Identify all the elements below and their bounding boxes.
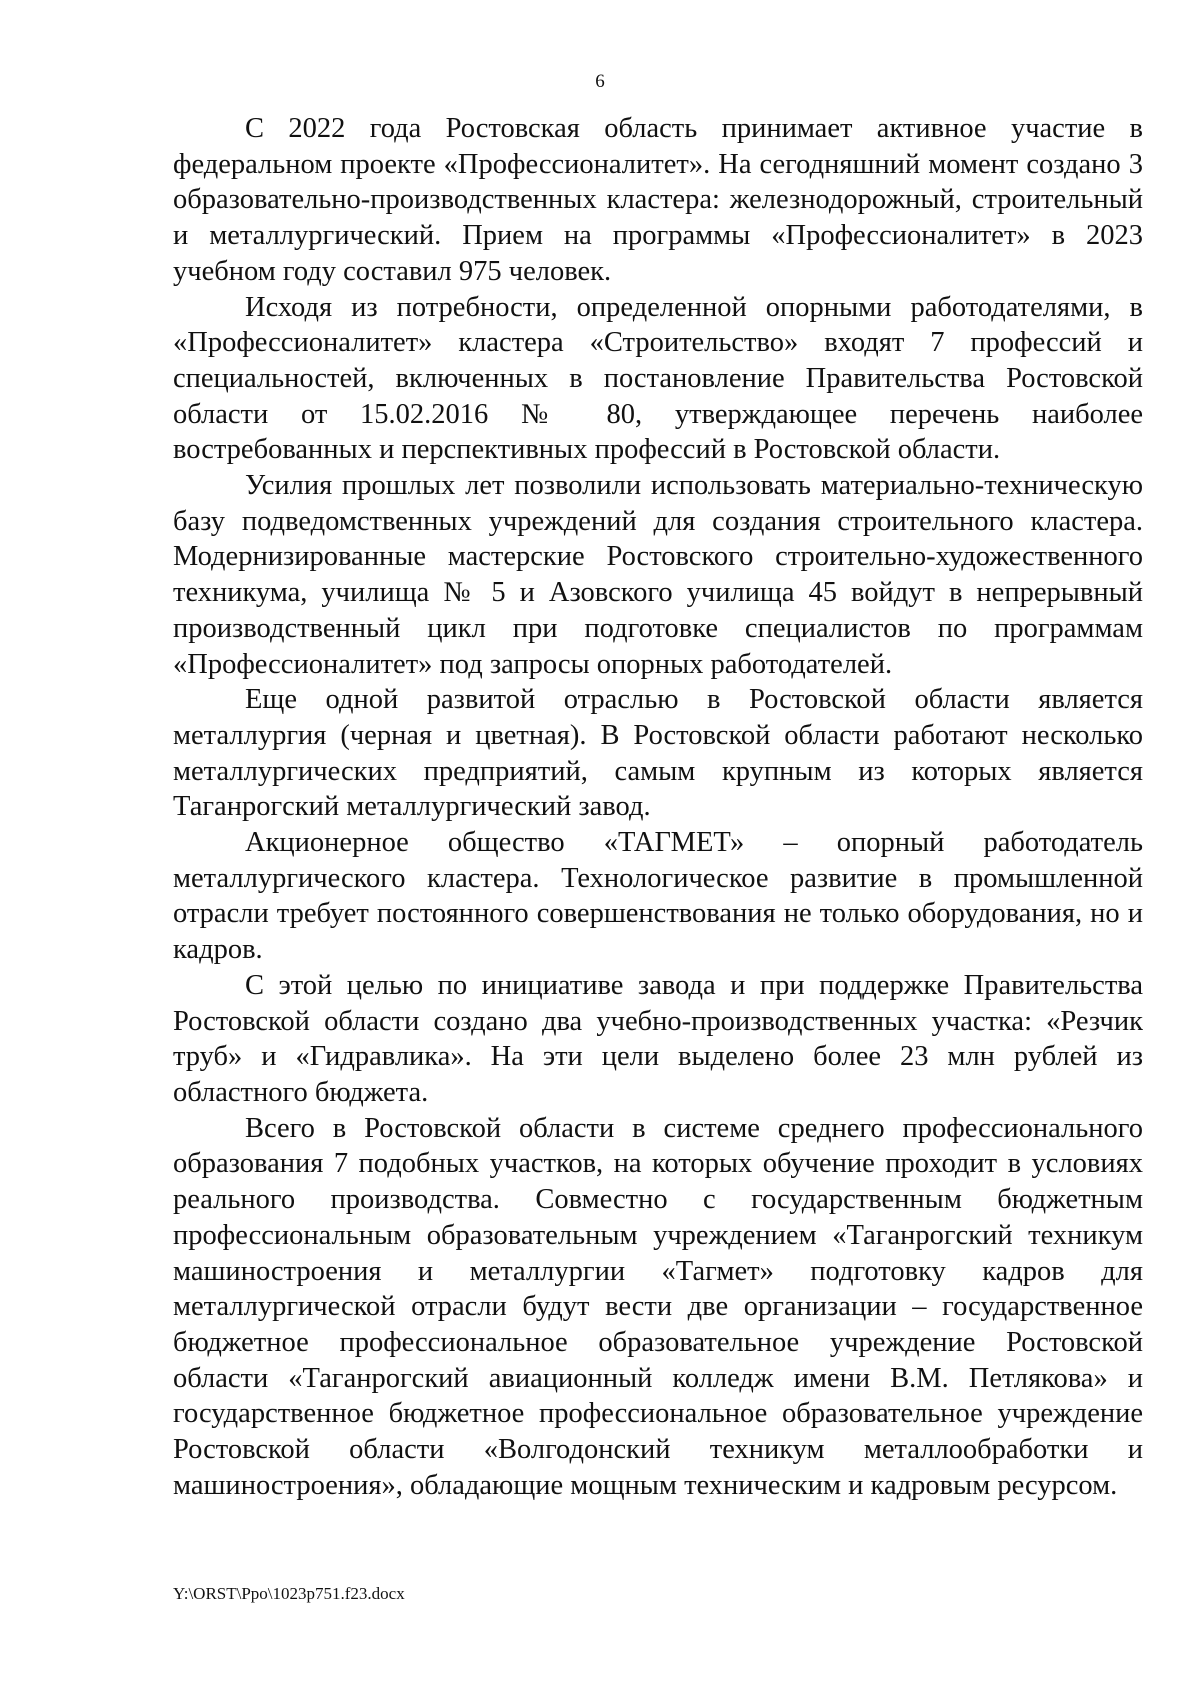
footer-file-path: Y:\ORST\Ppo\1023p751.f23.docx <box>173 1584 405 1603</box>
paragraph: С 2022 года Ростовская область принимает активное участие в федеральном проекте «Профессионалитет». На сегодняшний момент создано 3 образовательно-производственных кластера: железнодорожный, строительный и металлургический. Прием на программы «Профессионалитет» в 2023 учебном году составил 975 человек. <box>173 113 1143 287</box>
paragraph: Еще одной развитой отраслью в Ростовской области является металлургия (черная и цветная). В Ростовской области работают несколько металлургических предприятий, самым крупным из которых является Таганрогский металлургический завод. <box>173 684 1143 823</box>
paragraph: Усилия прошлых лет позволили использовать материально-техническую базу подведомственных учреждений для создания строительного кластера. Модернизированные мастерские Ростовского строительно-художественного техникума, училища № 5 и Азовского училища 45 войдут в непрерывный производственный цикл при подготовке специалистов по программам «Профессионалитет» под запросы опорных работодателей. <box>173 470 1143 680</box>
paragraph: Исходя из потребности, определенной опорными работодателями, в «Профессионалитет» кластера «Строительство» входят 7 профессий и специальностей, включенных в постановление Правительства Ростовской области от 15.02.2016 № 80, утверждающее перечень наиболее востребованных и перспективных профессий в Ростовской области. <box>173 291 1143 466</box>
document-body <box>173 111 1143 1503</box>
paragraph: С этой целью по инициативе завода и при поддержке Правительства Ростовской области создано два учебно-производственных участка: «Резчик труб» и «Гидравлика». На эти цели выделено более 23 млн рублей из областного бюджета. <box>173 969 1143 1108</box>
paragraph: Всего в Ростовской области в системе среднего профессионального образования 7 подобных участков, на которых обучение проходит в условиях реального производства. Совместно с государственным бюджетным профессиональным образовательным учреждением «Таганрогский техникум машиностроения и металлургии «Тагмет» подготовку кадров для металлургической отрасли будут вести две организации – государственное бюджетное профессиональное образовательное учреждение Ростовской области «Таганрогский авиационный колледж имени В.М. Петлякова» и государственное бюджетное профессиональное образовательное учреждение Ростовской области «Волгодонский техникум металлообработки и машиностроения», обладающие мощным техническим и кадровым ресурсом. <box>173 1112 1143 1501</box>
paragraph: Акционерное общество «ТАГМЕТ» – опорный работодатель металлургического кластера. Технологическое развитие в промышленной отрасли требует постоянного совершенствования не только оборудования, но и кадров. <box>173 827 1143 966</box>
page-number: 6 <box>595 71 605 92</box>
